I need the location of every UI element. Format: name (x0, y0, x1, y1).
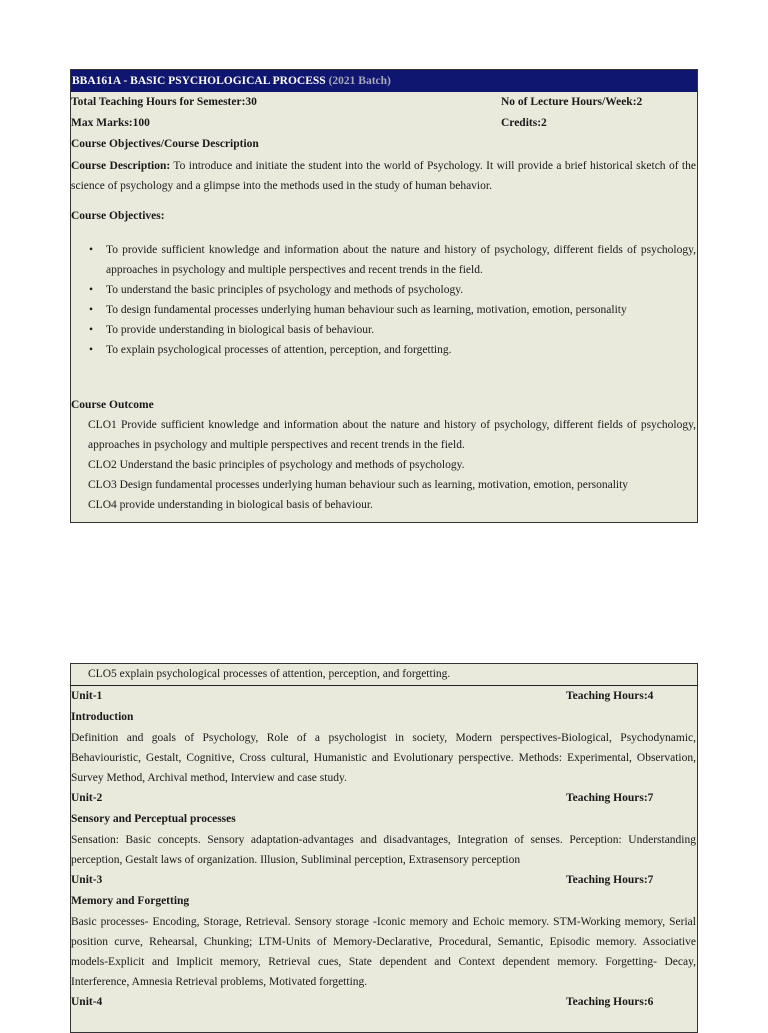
list-item: • To provide understanding in biological basis of behaviour. (71, 320, 697, 340)
marks-row (71, 113, 697, 134)
course-info-block (70, 69, 698, 523)
unit-text: Basic processes- Encoding, Storage, Retrieval. Sensory storage -Iconic memory and Echoic memory. STM-Working memory, Serial position curve, Rehearsal, Chunking; LTM-Units of Memory-Declarative, Procedural, Semantic, Episodic memory. Associative models-Explicit and Implicit memory, Retrieval cues, State dependent and Context dependent memory. Forgetting- Decay, Interference, Amnesia Retrieval problems, Motivated forgetting. (71, 916, 696, 988)
unit-label: Unit-2 (71, 792, 103, 804)
lecture-hours: No of Lecture Hours/Week:2 (501, 96, 643, 108)
outcome-item: CLO5 explain psychological processes of attention, perception, and forgetting. (71, 664, 697, 686)
unit-label: Unit-1 (71, 690, 103, 702)
unit-label: Unit-3 (71, 874, 103, 886)
description-label: Course Description: (71, 160, 171, 172)
unit-hours: Teaching Hours:4 (566, 690, 654, 702)
unit-row (71, 870, 697, 891)
list-item: • To provide sufficient knowledge and information about the nature and history of psychology, different fields of psychology, approaches in psychology and multiple perspectives and recent trends in the field. (71, 240, 697, 280)
hours-row (71, 92, 697, 113)
bullet-icon: • (89, 324, 94, 336)
credits: Credits:2 (501, 117, 547, 129)
syllabus-block (70, 663, 698, 1033)
bullet-icon: • (89, 244, 94, 256)
max-marks: Max Marks:100 (71, 117, 150, 129)
unit-hours: Teaching Hours:7 (566, 874, 654, 886)
outcome-item: CLO2 Understand the basic principles of psychology and methods of psychology. (88, 459, 465, 471)
bullet-icon: • (89, 304, 94, 316)
unit-title: Sensory and Perceptual processes (71, 813, 236, 825)
objectives-label: Course Objectives: (71, 210, 165, 222)
total-hours: Total Teaching Hours for Semester:30 (71, 96, 257, 108)
unit-title: Memory and Forgetting (71, 895, 190, 907)
objectives-list (71, 240, 697, 360)
description-text: To introduce and initiate the student into the world of Psychology. It will provide a brief historical sketch of the science of psychology and a glimpse into the methods used in the study of human behavior. (71, 160, 696, 192)
list-item: • To understand the basic principles of psychology and methods of psychology. (71, 280, 697, 300)
unit-label: Unit-4 (71, 996, 103, 1008)
bullet-icon: • (89, 344, 94, 356)
outcome-item: CLO4 provide understanding in biological basis of behaviour. (88, 499, 373, 511)
list-item: • To design fundamental processes underlying human behaviour such as learning, motivation, emotion, personality (71, 300, 697, 320)
unit-row (71, 788, 697, 809)
objectives-heading: Course Objectives/Course Description (71, 138, 259, 150)
unit-text: Sensation: Basic concepts. Sensory adaptation-advantages and disadvantages, Integration of senses. Perception: Understanding perception, Gestalt laws of organization. Illusion, Subliminal perception, Extrasensory perception (71, 834, 696, 866)
unit-hours: Teaching Hours:6 (566, 996, 654, 1008)
unit-hours: Teaching Hours:7 (566, 792, 654, 804)
unit-title: Introduction (71, 711, 134, 723)
unit-row (71, 992, 697, 1013)
bullet-icon: • (89, 284, 94, 296)
unit-text: Definition and goals of Psychology, Role of a psychologist in society, Modern perspectives-Biological, Psychodynamic, Behaviouristic, Gestalt, Cognitive, Cross cultural, Humanistic and Evolutionary perspective. Methods: Experimental, Observation, Survey Method, Archival method, Interview and case study. (71, 732, 696, 784)
outcome-item: CLO3 Design fundamental processes underlying human behaviour such as learning, motivation, emotion, personality (88, 479, 629, 491)
outcome-item: CLO1 Provide sufficient knowledge and information about the nature and history of psychology, different fields of psychology, approaches in psychology and multiple perspectives and recent trends in the field. (88, 419, 696, 451)
course-header (71, 70, 697, 92)
course-description (71, 156, 697, 196)
course-title: BBA161A - BASIC PSYCHOLOGICAL PROCESS (72, 75, 326, 87)
unit-row (71, 686, 697, 707)
course-batch: (2021 Batch) (328, 75, 391, 87)
outcome-heading: Course Outcome (71, 399, 154, 411)
list-item: • To explain psychological processes of attention, perception, and forgetting. (71, 340, 697, 360)
